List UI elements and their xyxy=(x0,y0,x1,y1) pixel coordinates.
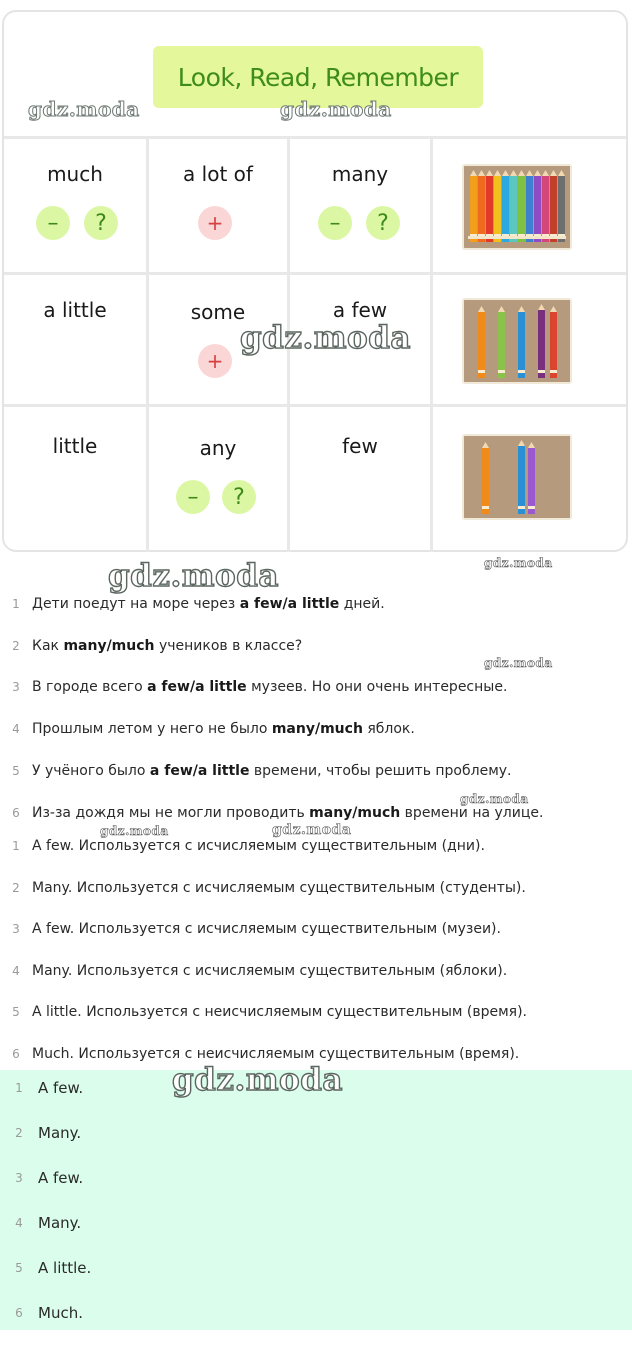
negative-badge: – xyxy=(176,480,210,514)
table-divider xyxy=(146,136,149,552)
sentence-text: Из-за дождя мы не могли проводить many/much времени на улице. xyxy=(32,804,544,821)
item-number: 4 xyxy=(15,1216,23,1230)
watermark: gdz.moda xyxy=(280,97,392,121)
item-number: 6 xyxy=(12,1047,20,1061)
watermark: gdz.moda xyxy=(28,97,140,121)
pencil-shape xyxy=(486,176,493,242)
watermark: gdz.moda xyxy=(484,656,553,670)
watermark: gdz.moda xyxy=(272,822,352,838)
pencil-shape xyxy=(478,312,485,378)
answer-text: A few. xyxy=(38,1169,84,1187)
pencil-band-shape xyxy=(550,370,557,373)
table-divider xyxy=(4,272,626,275)
list-item xyxy=(0,759,632,783)
watermark: gdz.moda xyxy=(484,556,553,570)
answer-text: A few. xyxy=(38,1079,84,1097)
item-number: 3 xyxy=(12,922,20,937)
table-word-few: few xyxy=(342,434,378,458)
negative-badge: – xyxy=(36,206,70,240)
list-item xyxy=(0,592,632,616)
watermark: gdz.moda xyxy=(100,824,169,838)
list-item xyxy=(0,801,632,825)
table-word-many: many xyxy=(331,162,389,186)
item-number: 5 xyxy=(15,1261,23,1275)
explanation-text: Much. Используется с неисчисляемым существительным (время). xyxy=(32,1046,520,1062)
sentence-text: У учёного было a few/a little времени, чтобы решить проблему. xyxy=(32,762,512,779)
pencil-shape xyxy=(478,176,485,242)
pencil-band-shape xyxy=(528,506,535,509)
item-number: 6 xyxy=(12,805,20,820)
pencil-shape xyxy=(518,176,525,242)
answers-panel xyxy=(0,1070,632,1330)
pencil-shape xyxy=(518,312,525,378)
table-divider xyxy=(430,136,433,552)
item-number: 1 xyxy=(12,597,20,611)
explanation-text: Many. Используется с исчисляемым существительным (яблоки). xyxy=(32,962,508,979)
grammar-card xyxy=(2,10,628,552)
explanation-text: Many. Используется с исчисляемым существительным (студенты). xyxy=(32,879,526,896)
answer-item xyxy=(0,1211,632,1235)
table-divider xyxy=(4,136,626,139)
pencil-shape xyxy=(498,312,505,378)
item-number: 4 xyxy=(12,963,20,978)
pencil-shape xyxy=(558,176,565,242)
answer-item xyxy=(0,1166,632,1190)
question-badge: ? xyxy=(366,206,400,240)
pencil-band-shape xyxy=(518,506,525,509)
watermark: gdz.moda xyxy=(108,558,279,594)
item-number: 6 xyxy=(15,1306,23,1320)
explanation-text: A few. Используется с исчисляемым существительным (дни). xyxy=(32,838,485,854)
pencil-band-shape xyxy=(518,370,525,373)
table-word-some: some xyxy=(190,300,246,324)
item-number: 5 xyxy=(12,1005,20,1020)
answer-item xyxy=(0,1301,632,1325)
pencil-shape xyxy=(502,176,509,242)
table-word-little: little xyxy=(52,434,98,458)
pencils-few-icon xyxy=(462,298,572,384)
watermark: gdz.moda xyxy=(240,320,411,356)
list-item xyxy=(0,1000,632,1024)
pencil-shape xyxy=(542,176,549,242)
pencil-shape xyxy=(518,446,525,514)
explanation-text: A few. Используется с исчисляемым существительным (музеи). xyxy=(32,921,501,938)
pencil-shape xyxy=(534,176,541,242)
list-item xyxy=(0,834,632,858)
pencil-band-shape xyxy=(498,370,505,373)
item-number: 1 xyxy=(12,839,20,853)
item-number: 3 xyxy=(12,680,20,695)
answer-text: Much. xyxy=(38,1304,83,1322)
list-item xyxy=(0,634,632,658)
pencil-shape xyxy=(528,448,535,514)
table-word-a-little: a little xyxy=(43,298,107,322)
pencil-shape xyxy=(538,310,545,378)
list-item xyxy=(0,876,632,900)
item-number: 2 xyxy=(15,1126,23,1140)
list-item xyxy=(0,917,632,941)
watermark: gdz.moda xyxy=(172,1062,343,1098)
explanation-text: A little. Используется с неисчисляемым существительным (время). xyxy=(32,1004,528,1021)
sentence-text: Дети поедут на море через a few/a little дней. xyxy=(32,596,385,612)
watermark: gdz.moda xyxy=(460,792,529,806)
positive-badge: + xyxy=(198,206,232,240)
list-item xyxy=(0,717,632,741)
answer-text: Many. xyxy=(38,1124,82,1142)
sentence-text: В городе всего a few/a little музеев. Но они очень интересные. xyxy=(32,679,508,696)
answer-item xyxy=(0,1256,632,1280)
pencil-band-shape xyxy=(538,370,545,373)
answer-item xyxy=(0,1121,632,1145)
sentence-text: Как many/much учеников в классе? xyxy=(32,637,303,654)
pencil-shape xyxy=(526,176,533,242)
sentence-text: Прошлым летом у него не было many/much яблок. xyxy=(32,721,415,738)
table-divider xyxy=(4,404,626,407)
pencil-band-shape xyxy=(478,370,485,373)
list-item xyxy=(0,959,632,983)
answer-text: A little. xyxy=(38,1259,92,1277)
item-number: 1 xyxy=(15,1081,23,1095)
question-badge: ? xyxy=(222,480,256,514)
pencil-shape xyxy=(482,448,489,514)
table-word-much: much xyxy=(47,162,103,186)
item-number: 2 xyxy=(12,880,20,895)
item-number: 2 xyxy=(12,638,20,653)
table-word-a-few: a few xyxy=(332,298,388,322)
question-badge: ? xyxy=(84,206,118,240)
pencils-many-icon xyxy=(462,164,572,250)
list-item xyxy=(0,675,632,699)
item-number: 3 xyxy=(15,1171,23,1185)
page-title: Look, Read, Remember xyxy=(177,62,459,92)
pencils-very-few-icon xyxy=(462,434,572,520)
pencil-shape xyxy=(550,312,557,378)
item-number: 5 xyxy=(12,763,20,778)
answer-text: Many. xyxy=(38,1214,82,1232)
pencil-shape xyxy=(550,176,557,242)
table-word-a-lot-of: a lot of xyxy=(183,162,253,186)
pencil-band-shape xyxy=(482,506,489,509)
item-number: 4 xyxy=(12,722,20,737)
positive-badge: + xyxy=(198,344,232,378)
pencil-shape xyxy=(494,176,501,242)
negative-badge: – xyxy=(318,206,352,240)
pencil-shape xyxy=(510,176,517,242)
pencil-shape xyxy=(470,176,477,242)
table-word-any: any xyxy=(199,436,237,460)
